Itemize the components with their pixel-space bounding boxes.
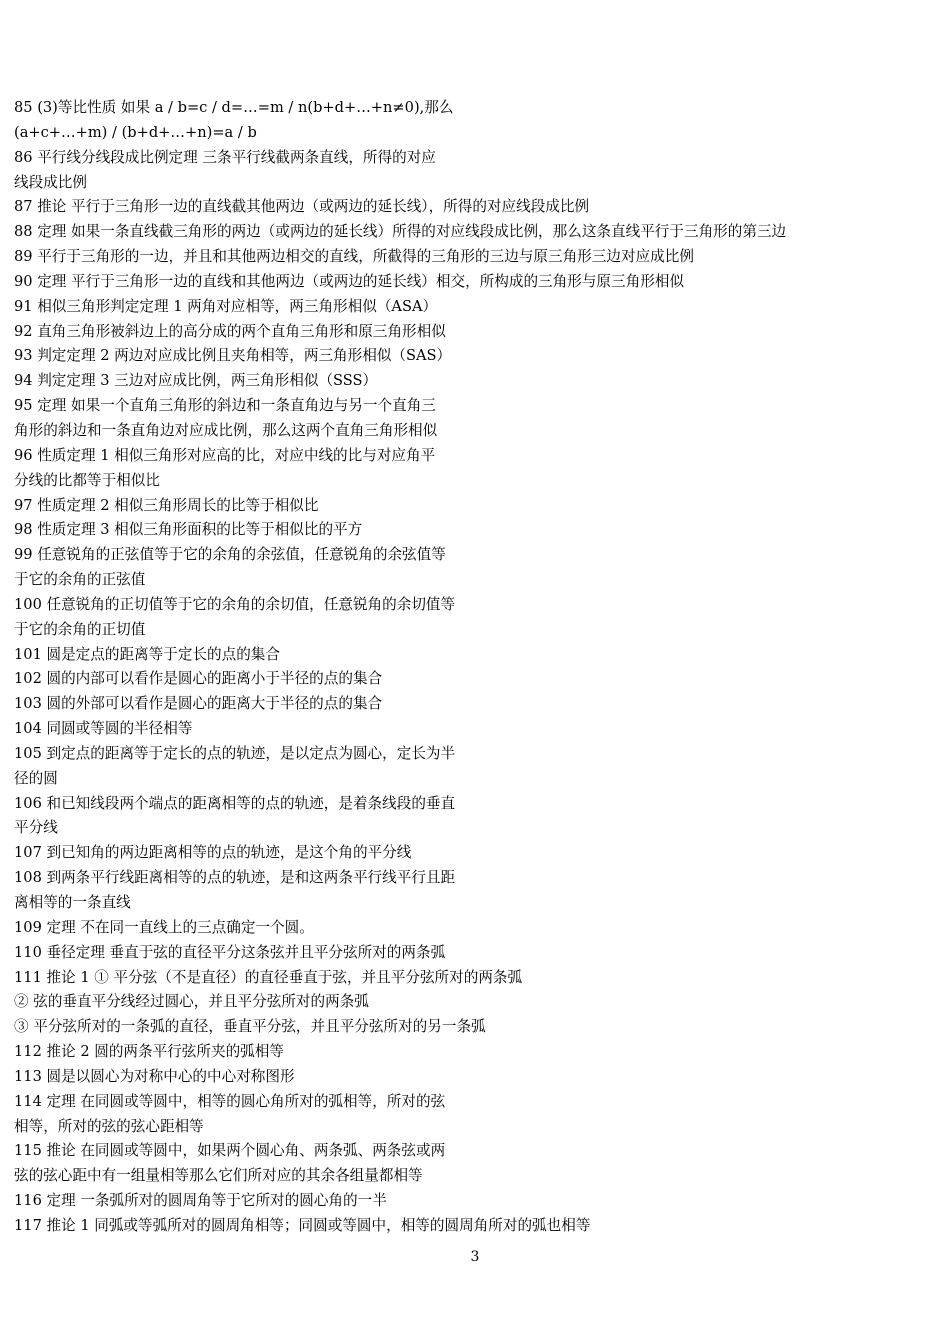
text-line: 113 圆是以圆心为对称中心的中心对称图形 — [14, 1067, 295, 1085]
text-line: 相等，所对的弦的弦心距相等 — [14, 1117, 204, 1135]
text-line: 100 任意锐角的正切值等于它的余角的余切值，任意锐角的余切值等 — [14, 595, 456, 613]
text-line: 104 同圆或等圆的半径相等 — [14, 720, 193, 738]
text-line: 89 平行于三角形的一边，并且和其他两边相交的直线，所截得的三角形的三边与原三角形三边对应成比例 — [14, 248, 694, 266]
text-line: 110 垂径定理 垂直于弦的直径平分这条弦并且平分弦所对的两条弧 — [14, 943, 446, 961]
text-line: 于它的余角的正弦值 — [14, 571, 146, 589]
text-line: 平分线 — [14, 819, 58, 837]
text-line: 97 性质定理 2 相似三角形周长的比等于相似比 — [14, 496, 319, 514]
text-line: ② 弦的垂直平分线经过圆心，并且平分弦所对的两条弧 — [14, 993, 369, 1011]
text-line: 95 定理 如果一个直角三角形的斜边和一条直角边与另一个直角三 — [14, 397, 436, 415]
text-line: 96 性质定理 1 相似三角形对应高的比，对应中线的比与对应角平 — [14, 446, 436, 464]
text-line: 87 推论 平行于三角形一边的直线截其他两边（或两边的延长线），所得的对应线段成比例 — [14, 198, 590, 216]
text-line: (a+c+…+m) / (b+d+…+n)=a / b — [14, 123, 257, 141]
text-line: 98 性质定理 3 相似三角形面积的比等于相似比的平方 — [14, 521, 363, 539]
text-line: 离相等的一条直线 — [14, 894, 131, 911]
text-line: 101 圆是定点的距离等于定长的点的集合 — [14, 645, 280, 663]
text-line: 105 到定点的距离等于定长的点的轨迹，是以定点为圆心，定长为半 — [14, 744, 456, 762]
text-line: 92 直角三角形被斜边上的高分成的两个直角三角形和原三角形相似 — [14, 322, 446, 340]
text-line: 85 (3)等比性质 如果 a / b=c / d=…=m / n(b+d+…+n≠0),那么 — [14, 99, 454, 116]
text-line: 90 定理 平行于三角形一边的直线和其他两边（或两边的延长线）相交，所构成的三角形与原三角形相似 — [14, 272, 684, 290]
text-line: 114 定理 在同圆或等圆中，相等的圆心角所对的弧相等，所对的弦 — [14, 1092, 446, 1110]
text-line: 116 定理 一条弧所对的圆周角等于它所对的圆心角的一半 — [14, 1192, 387, 1210]
page-number: 3 — [470, 1249, 480, 1265]
text-line: 弦的弦心距中有一组量相等那么它们所对应的其余各组量都相等 — [14, 1167, 423, 1185]
text-line: 111 推论 1 ① 平分弦（不是直径）的直径垂直于弦，并且平分弦所对的两条弧 — [14, 968, 523, 986]
text-line: 103 圆的外部可以看作是圆心的距离大于半径的点的集合 — [14, 695, 383, 713]
text-line: 115 推论 在同圆或等圆中，如果两个圆心角、两条弧、两条弦或两 — [14, 1142, 446, 1160]
text-line: 109 定理 不在同一直线上的三点确定一个圆。 — [14, 918, 314, 936]
text-line: 93 判定定理 2 两边对应成比例且夹角相等，两三角形相似（SAS） — [14, 347, 452, 365]
text-line: 117 推论 1 同弧或等弧所对的圆周角相等；同圆或等圆中，相等的圆周角所对的弧也相等 — [14, 1216, 591, 1234]
text-line: 88 定理 如果一条直线截三角形的两边（或两边的延长线）所得的对应线段成比例，那么这条直线平行于三角形的第三边 — [14, 223, 787, 241]
text-line: 99 任意锐角的正弦值等于它的余角的余弦值，任意锐角的余弦值等 — [14, 546, 446, 564]
text-line: 94 判定定理 3 三边对应成比例，两三角形相似（SSS） — [14, 372, 378, 390]
text-line: 91 相似三角形判定定理 1 两角对应相等，两三角形相似（ASA） — [14, 297, 438, 315]
text-line: 分线的比都等于相似比 — [14, 471, 160, 489]
text-line: 于它的余角的正切值 — [14, 620, 146, 638]
text-line: 106 和已知线段两个端点的距离相等的点的轨迹，是着条线段的垂直 — [14, 794, 456, 812]
document-body — [14, 96, 939, 1239]
text-line: ③ 平分弦所对的一条弧的直径，垂直平分弦，并且平分弦所对的另一条弧 — [14, 1018, 486, 1036]
text-line: 径的圆 — [14, 769, 58, 787]
text-line: 112 推论 2 圆的两条平行弦所夹的弧相等 — [14, 1043, 284, 1061]
text-line: 86 平行线分线段成比例定理 三条平行线截两条直线，所得的对应 — [14, 148, 436, 166]
text-line: 102 圆的内部可以看作是圆心的距离小于半径的点的集合 — [14, 670, 383, 688]
text-line: 108 到两条平行线距离相等的点的轨迹，是和这两条平行线平行且距 — [14, 869, 456, 887]
text-line: 线段成比例 — [14, 173, 87, 191]
text-line: 角形的斜边和一条直角边对应成比例，那么这两个直角三角形相似 — [14, 421, 438, 439]
text-line: 107 到已知角的两边距离相等的点的轨迹，是这个角的平分线 — [14, 844, 412, 862]
